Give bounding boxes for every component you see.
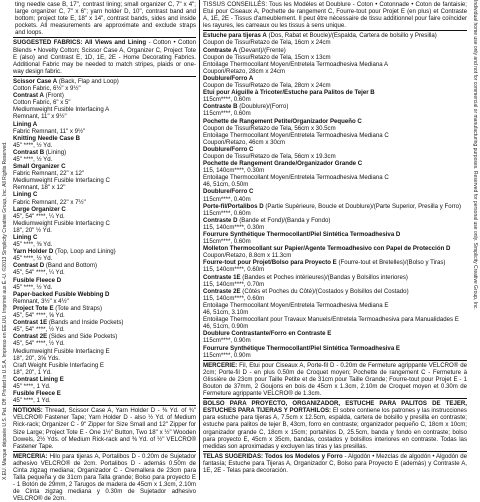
merceria-heading: MERCERIA: bbox=[13, 452, 48, 460]
material-note: (Band and Bottom) bbox=[45, 262, 98, 270]
intro-paragraph: ting needle case B, 17", contrast lining; small organizer C, 7" x 4"; large organizer C, 7" x 6"; yarn holder D, 10", contrast band and bottom; project tote E, 18" x 14", contrast bands, sides and inside pockets. All measurements are approximate and exclude straps and loops. bbox=[15, 1, 196, 37]
material-quantity: 18", 20", 1 Yd. bbox=[13, 368, 52, 376]
material-quantity: Mediumweight Fusible Interfacing C bbox=[13, 219, 110, 227]
mercerie-fr-text: Fil, Etui pour Ciseaux A, Porte-fil D - 0.20m de Fermeture agrippante VELCRO® de 2cm; Porte-fil D - en plus 0.50m de Croquet moyen; Pochette de rangement C - Fermeture à Glissière de 23cm pour Taille Petite et de 31cm pour Taille Grande; Fourre-tout pour Projet E - 1 Bouton de 37mm, 2 Goujons en bois de 45cm x 1.3cm, 2.10m de Croquet moyen et 0.30m de Fermeture agrippante VELCRO® de 1.3cm. bbox=[203, 361, 468, 398]
material-quantity: 115cm****, 0.60m bbox=[203, 209, 251, 217]
material-heading bbox=[203, 330, 467, 337]
material-quantity: Coupon/Retazo, 8.8cm x 11.3cm bbox=[203, 252, 292, 260]
material-quantity: 45", 54" ****, ½ Yd. bbox=[13, 340, 65, 348]
material-title: Doublure Contrastante/Forro en Contraste E bbox=[203, 330, 332, 338]
merceria-text: Hilo para tijeras A, Portalibos D - 0.20m de Sujetador adhesivo VELCRO® de 2cm. Portalibos D - además 0.50m de Cinta zigzag mediana; Organizador C - Cremallera de 23cm para Talla pequeña y de 31cm para Talla grande; Bolso para proyecto E - 1 Botón de 29mm, 2 Tarugos de madera de 45cm x 1.3cm, 2.10m de Cinta zigzag mediana y 0.30m de Sujetador adhesivo VELCRO® de 2cm. bbox=[13, 452, 196, 502]
material-title: Fusible Fleece E bbox=[13, 390, 61, 398]
material-quantity: 46, 51cm, 0.50m bbox=[203, 181, 249, 189]
english-column bbox=[10, 0, 200, 502]
material-title: Contraste 1E bbox=[203, 273, 241, 281]
material-quantity: 115cm****, 0.90m bbox=[203, 337, 251, 345]
material-quantity: 115cm****, 0.40m bbox=[203, 195, 251, 203]
divider bbox=[203, 360, 467, 361]
material-note: (Côtés et Poches du Côté)/(Costados y Bolsillos del Costado) bbox=[242, 287, 409, 295]
material-title: Large Organizer C bbox=[13, 205, 66, 213]
material-quantity: 115cm****, 0.90m bbox=[203, 351, 251, 359]
material-heading bbox=[13, 191, 196, 198]
material-title: Contrast D bbox=[13, 262, 45, 270]
material-title: Pochette de Rangement Petite/Organizador Pequeño C bbox=[203, 117, 362, 125]
material-note: (Top, Loop and Lining) bbox=[55, 248, 116, 256]
material-heading bbox=[203, 103, 467, 110]
material-title: Contraste A bbox=[203, 46, 238, 54]
material-title: Doublure/Forro A bbox=[203, 74, 254, 82]
material-quantity: Craft Weight Fusible Interfacing E bbox=[13, 361, 104, 369]
material-heading bbox=[203, 118, 467, 125]
material-note: (Front) bbox=[45, 92, 64, 100]
material-title: Fourrure Synthétique Thermocollant/Piel Sintética Termoadhesiva D bbox=[203, 231, 401, 238]
material-quantity: 115cm****, 0.60m bbox=[203, 96, 251, 104]
material-quantity: 115, 140cm****, 0.60m bbox=[203, 294, 265, 302]
material-quantity: Entoilage Thermocollant Moyen/Entretela Termoadhesiva Mediana E bbox=[203, 301, 389, 309]
material-title: Contrast B bbox=[13, 148, 45, 156]
material-quantity: 45" ****, ½ Yd. bbox=[13, 155, 53, 163]
left-margin-text: X.EU. Marque déposée U.S. Pat. Off. Printed in U.S.A. Impreso en EE.UU. Imprimé aux É.-U. ©2013 Simplicity Creative Group, Inc. All Rights Reserved. bbox=[2, 141, 8, 480]
material-title: Scissor Case A bbox=[13, 77, 58, 85]
material-note: (Bands and Inside Pockets) bbox=[48, 319, 124, 327]
material-heading bbox=[13, 277, 196, 284]
material-title: Contrast Lining E bbox=[13, 375, 64, 383]
material-title: Fourre-tout pour Projet/Bolso para Proyecto E bbox=[203, 259, 337, 267]
material-heading bbox=[203, 217, 467, 224]
material-heading bbox=[203, 259, 467, 266]
divider bbox=[13, 76, 196, 77]
divider bbox=[13, 37, 196, 38]
material-title: Lining C bbox=[13, 191, 38, 199]
material-quantity: Coupon de Tissu/Retazo de Tela, 16cm x 24cm bbox=[203, 39, 331, 47]
divider bbox=[203, 398, 467, 399]
material-heading bbox=[203, 146, 467, 153]
divider bbox=[13, 451, 196, 452]
material-title: Lining A bbox=[13, 120, 38, 128]
material-note: (Tote and Straps) bbox=[55, 304, 102, 312]
material-note: (Dos, Rabat et Boucle)/(Espalda, Cartera de bolsillo y Presilla) bbox=[268, 32, 437, 40]
material-quantity: 18", 20" ½ Yd. bbox=[13, 226, 52, 234]
material-note: (Fourre-tout et Bretelles)/(Bolso y Tiras) bbox=[338, 259, 446, 267]
material-quantity: Cotton Fabric, 6" x 5" bbox=[13, 99, 71, 107]
telas-heading: TELAS SUGERIDAS: Todos los Modelos y Forro bbox=[203, 452, 343, 460]
material-heading bbox=[203, 245, 467, 252]
material-heading bbox=[13, 291, 196, 298]
material-heading bbox=[203, 47, 467, 54]
material-quantity: 115cm****, 0.60m bbox=[203, 110, 251, 118]
left-margin-legal-text bbox=[0, 0, 10, 480]
bolso-section bbox=[203, 400, 467, 450]
yardage-list bbox=[13, 78, 196, 404]
material-title: Estuche para tijeras A bbox=[203, 32, 267, 40]
divider bbox=[203, 451, 467, 452]
instruction-sheet bbox=[10, 0, 470, 502]
material-quantity: Entoilage Thermocollant Moyen/Entretela Termoadhesiva Mediana C bbox=[203, 174, 389, 182]
material-title: Yarn Holder D bbox=[13, 248, 54, 256]
material-heading bbox=[203, 203, 467, 210]
material-quantity: Coupon de Tissu/Retazo de Tela, 28cm x 24cm bbox=[203, 82, 331, 90]
material-quantity: 115, 140cm****, 0.70m bbox=[203, 280, 265, 288]
material-heading bbox=[13, 376, 196, 383]
material-note: (Lining) bbox=[45, 148, 67, 156]
material-heading bbox=[203, 188, 467, 195]
material-heading bbox=[203, 274, 467, 281]
fr-es-yardage-list bbox=[203, 32, 467, 358]
material-quantity: 115, 140cm****, 0.30m bbox=[203, 167, 265, 175]
material-title: Contraste B bbox=[203, 103, 238, 111]
material-quantity: 115, 140cm****, 0.30m bbox=[203, 223, 265, 231]
right-margin-text: Individual home use only and not for commercial or manufacturing purposes. Reserved for personal use only. Simplicity Creative Group, Inc. bbox=[472, 0, 478, 310]
material-quantity: 45", 54" ****, ¼ Yd. bbox=[13, 212, 65, 220]
material-heading bbox=[13, 206, 196, 213]
material-title: Etui pour Aiguille à Tricoter/Estuche para Palitos de Tejer B bbox=[203, 89, 375, 97]
material-heading bbox=[13, 149, 196, 156]
material-heading bbox=[13, 333, 196, 340]
material-heading bbox=[13, 305, 196, 312]
material-note: (Bande et Fond)/(Banda y Fondo) bbox=[239, 216, 331, 224]
material-title: Knitting Needle Case B bbox=[13, 134, 81, 142]
material-heading bbox=[13, 234, 196, 241]
mercerie-fr bbox=[203, 362, 467, 397]
material-title: Contrast 1E bbox=[13, 319, 48, 327]
material-heading bbox=[13, 262, 196, 269]
material-quantity: 45" ****, ½ Yd. bbox=[13, 255, 53, 263]
material-quantity: Fabric Remnant, 22" x 7½" bbox=[13, 198, 86, 206]
notions-heading: NOTIONS: bbox=[13, 407, 43, 415]
material-quantity: Entoilage Thermocollant pour Travaux Manuels/Entretela Termoadhesiva para Manualidades E bbox=[203, 316, 459, 324]
material-quantity: 45", 54" ****, ¼ Yd. bbox=[13, 269, 65, 277]
material-quantity: 45" ****, 1 Yd. bbox=[13, 397, 51, 405]
material-heading bbox=[13, 78, 196, 85]
material-quantity: Remnant, 11" x 9½" bbox=[13, 113, 67, 121]
telas-section bbox=[203, 453, 467, 474]
material-quantity: Coupon de Tissu/Retazo de Tela, 56cm x 19.3cm bbox=[203, 152, 336, 160]
bolso-text: El sobre contiene los patrones y las instrucciones para estuche para tijeras A, 7.5cm x 12.5cm, espalda, cartera de bolsillo y presilla en contraste; estuche para palitos de tejer B, 43cm, forro en contraste; organizador pequeño C, 18cm x 10cm; organizador grande C, 18cm x 15cm; portahilos D, 25.5cm, banda y fondo en contraste; bolso para proyecto E, 45cm x 35cm, bandas, costados y bolsillos interiores en contraste. Todas las medidas son aproximadas y excluyen las tiras y las presillas. bbox=[203, 407, 467, 450]
material-title: Paper-backed Fusible Webbing D bbox=[13, 290, 110, 298]
material-quantity: Coupon/Retazo, 46cm x 30cm bbox=[203, 138, 285, 146]
suggested-fabrics-heading: SUGGESTED FABRICS: All Views and Lining bbox=[13, 39, 147, 47]
notions bbox=[13, 407, 196, 450]
material-quantity: 45" ****, ½ Yd. bbox=[13, 141, 53, 149]
telas-text: - Algodón • Mezclas de algodón • Algodón de fantasía; Estuche para Tijeras A, Organizador C, Bolso para Proyecto E (además) y Contraste A, 1E, 2E - Telas para decoración. bbox=[203, 452, 467, 474]
material-title: Contraste 2E bbox=[203, 287, 241, 295]
suggested-fabrics-text: - Cotton • Cotton Blends • Novelty Cotton; Scissor Case A, Organizer C, Project Tote E (also) and Contrast E, 1D, 1E, 2E - Home Decorating Fabrics. Additional Fabric may be needed to match stripes, plaids or one-way design fabric. bbox=[13, 39, 196, 75]
suggested-fabrics bbox=[13, 39, 196, 74]
material-quantity: 18", 20", 3⅝ Yds. bbox=[13, 354, 60, 362]
material-heading bbox=[203, 288, 467, 295]
material-quantity: 45", 54" ****, ⅝ Yd. bbox=[13, 312, 65, 320]
material-title: Doublure/Forro C bbox=[203, 188, 254, 196]
material-quantity: Fabric Remnant, 11" x 9½" bbox=[13, 127, 86, 135]
material-heading bbox=[203, 75, 467, 82]
material-quantity: Cotton Fabric, 6½" x 9½" bbox=[13, 85, 81, 93]
material-note: (Bandes et Poches intérieures)/(Bandas y Bolsillos interiores) bbox=[242, 273, 408, 281]
material-title: Lining C bbox=[13, 234, 38, 241]
material-title: Small Organizer C bbox=[13, 163, 66, 171]
material-quantity: Coupon de Tissu/Retazo de Tela, 56cm x 30.5cm bbox=[203, 124, 336, 132]
material-quantity: 46, 51cm, 3.10m bbox=[203, 309, 249, 317]
material-note: (Doublure)/(Forro) bbox=[239, 103, 289, 111]
merceria bbox=[13, 453, 196, 502]
material-quantity: Coupon de Tissu/Retazo de Tela, 15cm x 13cm bbox=[203, 53, 331, 61]
notions-text: Thread, Scissor Case A, Yarn Holder D - ⅜ Yd. of ¾" VELCRO® Fastener Tape; Yarn Holder D - also ½ Yd. of Medium Rick-rack; Organizer C - 9" Zipper for Size Small and 12" Zipper for Size Large; Project Tote E - One 1½" Button, Two 18" x ½" Wooden Dowels, 2½ Yds. of Medium Rick-rack and ⅜ Yd. of ½" VELCRO® Fastener Tape. bbox=[13, 407, 196, 450]
material-heading bbox=[203, 89, 467, 96]
material-heading bbox=[13, 319, 196, 326]
material-title: Fusible Fleece D bbox=[13, 276, 62, 284]
tissus-conseilles: TISSUS CONSEILLÉS: Tous les Modèles et Doublure - Coton • Cotonnade • Coton de fantaisie; Etui pour Ciseaux A, Pochette de rangement C, Fourre-tout pour Projet E (en plus) et Contraste A, 1E, 2E - Tissus d'ameublement. Il peut être nécessaire de tissu additionnel pour faire coïncider les rayures, les carreaux ou les tissus à sens unique. bbox=[203, 1, 467, 30]
material-title: Pochette de Rangement Grande/Organizador Grande C bbox=[203, 160, 363, 168]
material-quantity: 46, 51cm, 0.90m bbox=[203, 323, 249, 331]
material-title: Contrast 2E bbox=[13, 333, 48, 341]
material-heading bbox=[13, 390, 196, 397]
material-title: Contrast A bbox=[13, 92, 44, 100]
material-note: (Sides and Side Pockets) bbox=[48, 333, 118, 341]
mercerie-fr-heading: MERCERIE: bbox=[203, 361, 238, 369]
material-quantity: Fabric Remnant, 22" x 12" bbox=[13, 170, 85, 178]
material-quantity: 45" ****, ½ Yd. bbox=[13, 283, 53, 291]
material-heading bbox=[203, 160, 467, 167]
material-heading bbox=[203, 32, 467, 39]
material-note: (Partie Supérieure, Boucle et Doublure)/(Parte Superior, Presilla y Forro) bbox=[265, 202, 462, 210]
material-quantity: Entoilage Thermocollant Moyen/Entretela Termoadhesiva Mediana A bbox=[203, 60, 389, 68]
material-heading bbox=[13, 121, 196, 128]
material-note: (Back, Flap and Loop) bbox=[58, 77, 119, 85]
divider bbox=[13, 405, 196, 406]
material-heading bbox=[203, 231, 467, 238]
material-title: Porte-fil/Portalibos D bbox=[203, 202, 264, 210]
material-quantity: Coupon/Retazo, 28cm x 24cm bbox=[203, 67, 285, 75]
divider bbox=[203, 30, 467, 31]
material-quantity: 45" ****, 1 Yd. bbox=[13, 382, 51, 390]
material-quantity: Entoilage Thermocollant Moyen/Entretela Termoadhesiva Mediana C bbox=[203, 131, 389, 139]
material-heading bbox=[13, 248, 196, 255]
material-title: Doublure/Forro C bbox=[203, 145, 254, 153]
material-title: Fourrure Synthétique Thermocollant/Piel Sintética Termoadhesiva E bbox=[203, 344, 400, 352]
material-quantity: Remnant, 18" x 12" bbox=[13, 184, 66, 192]
right-margin-legal-text bbox=[470, 0, 480, 480]
material-title: Contraste D bbox=[203, 216, 238, 224]
material-quantity: Mediumweight Fusible Interfacing E bbox=[13, 347, 110, 355]
material-quantity: 45", 54" ****, ½ Yd. bbox=[13, 326, 65, 334]
bolso-heading: BOLSO PARA PROYECTO, ORGANIZADOR, ESTUCHE PARA PALITOS DE TEJER, ESTUCHES PARA TIJERAS Y PORTAHILOS: bbox=[203, 400, 467, 415]
material-heading bbox=[203, 345, 467, 352]
material-quantity: Mediumweight Fusible Interfacing C bbox=[13, 177, 110, 185]
material-title: Project Tote E bbox=[13, 304, 54, 312]
material-quantity: 45" ****, ⅜ Yd. bbox=[13, 241, 53, 249]
french-spanish-column bbox=[200, 0, 470, 480]
material-quantity: 115cm****, 0.60m bbox=[203, 238, 251, 246]
material-heading bbox=[13, 92, 196, 99]
material-title: Molleton Thermocollant sur Papier/Agente Termoadhesivo con Papel de Protección D bbox=[203, 245, 451, 253]
material-heading bbox=[13, 135, 196, 142]
material-note: (Devant)/(Frente) bbox=[239, 46, 286, 54]
material-heading bbox=[13, 163, 196, 170]
material-quantity: Mediumweight Fusible Interfacing A bbox=[13, 106, 110, 114]
material-quantity: Remnant, 3½" x 4½" bbox=[13, 297, 69, 305]
material-quantity: 115, 140cm****, 0.60m bbox=[203, 266, 265, 274]
